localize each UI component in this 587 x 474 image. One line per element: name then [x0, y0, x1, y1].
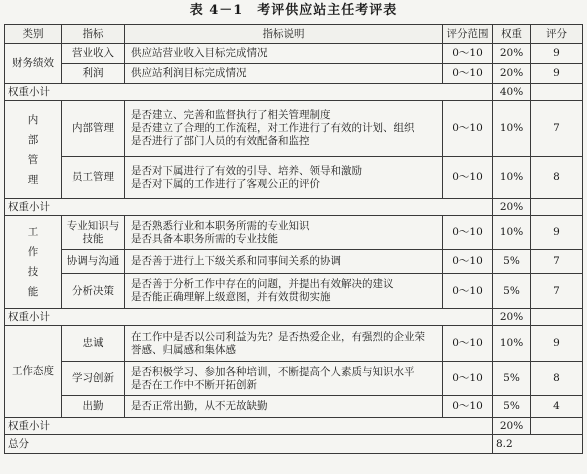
indicator-cell: 内部管理	[62, 101, 125, 157]
score-cell: 9	[531, 216, 583, 250]
indicator-cell: 协调与沟通	[62, 250, 125, 274]
header-score: 评分	[531, 25, 583, 44]
subtotal-score	[531, 84, 583, 101]
score-cell: 9	[531, 326, 583, 362]
subtotal-label: 权重小计	[5, 84, 493, 101]
indicator-cell: 营业收入	[62, 44, 125, 64]
category-char: 作	[27, 246, 39, 258]
range-cell: 0～10	[443, 396, 493, 418]
total-label: 总分	[5, 435, 493, 454]
weight-cell: 20%	[493, 44, 531, 64]
header-row	[5, 25, 583, 44]
category-cell: 财务绩效	[5, 44, 62, 84]
subtotal-row	[5, 84, 583, 101]
score-cell: 8	[531, 362, 583, 396]
subtotal-row	[5, 199, 583, 216]
weight-cell: 10%	[493, 101, 531, 157]
range-cell: 0～10	[443, 362, 493, 396]
description-cell: 是否善于分析工作中存在的问题，并提出有效解决的建议 是否能正确理解上级意图，并有效贯彻实施	[125, 274, 443, 309]
indicator-cell: 忠诚	[62, 326, 125, 362]
total-row	[5, 435, 583, 454]
score-cell: 7	[531, 250, 583, 274]
score-cell: 7	[531, 101, 583, 157]
indicator-cell: 学习创新	[62, 362, 125, 396]
header-indicator: 指标	[62, 25, 125, 44]
description-cell: 供应站利润目标完成情况	[125, 64, 443, 84]
subtotal-label: 权重小计	[5, 309, 493, 326]
subtotal-weight: 20%	[493, 309, 531, 326]
weight-cell: 5%	[493, 274, 531, 309]
weight-cell: 10%	[493, 216, 531, 250]
table-row	[5, 64, 583, 84]
score-cell: 9	[531, 64, 583, 84]
header-description: 指标说明	[125, 25, 443, 44]
indicator-cell: 员工管理	[62, 157, 125, 199]
description-cell: 是否善于进行上下级关系和同事间关系的协调	[125, 250, 443, 274]
subtotal-label: 权重小计	[5, 418, 493, 435]
range-cell: 0～10	[443, 250, 493, 274]
table-row	[5, 101, 583, 157]
table-row	[5, 362, 583, 396]
total-value: 8.2	[493, 435, 583, 454]
description-cell: 是否熟悉行业和本职务所需的专业知识 是否具备本职务所需的专业技能	[125, 216, 443, 250]
category-cell: 工作态度	[5, 326, 62, 418]
header-category: 类别	[5, 25, 62, 44]
range-cell: 0～10	[443, 216, 493, 250]
range-cell: 0～10	[443, 157, 493, 199]
category-char: 工	[27, 226, 39, 238]
range-cell: 0～10	[443, 101, 493, 157]
subtotal-weight: 20%	[493, 199, 531, 216]
score-cell: 8	[531, 157, 583, 199]
weight-cell: 10%	[493, 326, 531, 362]
header-weight: 权重	[493, 25, 531, 44]
indicator-cell: 分析决策	[62, 274, 125, 309]
category-char: 理	[27, 173, 39, 186]
range-cell: 0～10	[443, 274, 493, 309]
table-row	[5, 396, 583, 418]
category-cell	[5, 101, 62, 199]
weight-cell: 5%	[493, 250, 531, 274]
table-title: 表 4－1 考评供应站主任考评表	[189, 3, 398, 18]
subtotal-score	[531, 418, 583, 435]
subtotal-weight: 40%	[493, 84, 531, 101]
subtotal-row	[5, 309, 583, 326]
category-char: 技	[27, 266, 39, 278]
table-row	[5, 44, 583, 64]
indicator-cell: 利润	[62, 64, 125, 84]
range-cell: 0～10	[443, 326, 493, 362]
description-cell: 在工作中是否以公司利益为先？是否热爱企业，有强烈的企业荣 誉感、归属感和集体感	[125, 326, 443, 362]
subtotal-weight: 20%	[493, 418, 531, 435]
evaluation-table	[4, 24, 583, 454]
indicator-cell: 出勤	[62, 396, 125, 418]
subtotal-label: 权重小计	[5, 199, 493, 216]
weight-cell: 5%	[493, 396, 531, 418]
table-row	[5, 216, 583, 250]
description-cell: 是否对下属进行了有效的引导、培养、领导和激励 是否对下属的工作进行了客观公正的评价	[125, 157, 443, 199]
table-row	[5, 157, 583, 199]
score-cell: 4	[531, 396, 583, 418]
category-char: 内	[27, 113, 39, 126]
weight-cell: 10%	[493, 157, 531, 199]
range-cell: 0～10	[443, 64, 493, 84]
category-char: 部	[27, 133, 39, 146]
subtotal-row	[5, 418, 583, 435]
subtotal-score	[531, 199, 583, 216]
indicator-cell: 专业知识与技能	[62, 216, 125, 250]
header-range: 评分范围	[443, 25, 493, 44]
category-cell	[5, 216, 62, 309]
category-char: 管	[27, 153, 39, 166]
subtotal-score	[531, 309, 583, 326]
table-row	[5, 274, 583, 309]
weight-cell: 20%	[493, 64, 531, 84]
description-cell: 是否积极学习、参加各种培训，不断提高个人素质与知识水平 是否在工作中不断开拓创新	[125, 362, 443, 396]
table-row	[5, 250, 583, 274]
description-cell: 是否正常出勤，从不无故缺勤	[125, 396, 443, 418]
weight-cell: 5%	[493, 362, 531, 396]
table-row	[5, 326, 583, 362]
description-cell: 是否建立、完善和监督执行了相关管理制度 是否建立了合理的工作流程，对工作进行了有效的计划、组织 是否进行了部门人员的有效配备和监控	[125, 101, 443, 157]
description-cell: 供应站营业收入目标完成情况	[125, 44, 443, 64]
score-cell: 9	[531, 44, 583, 64]
range-cell: 0～10	[443, 44, 493, 64]
score-cell: 7	[531, 274, 583, 309]
category-char: 能	[27, 286, 39, 298]
